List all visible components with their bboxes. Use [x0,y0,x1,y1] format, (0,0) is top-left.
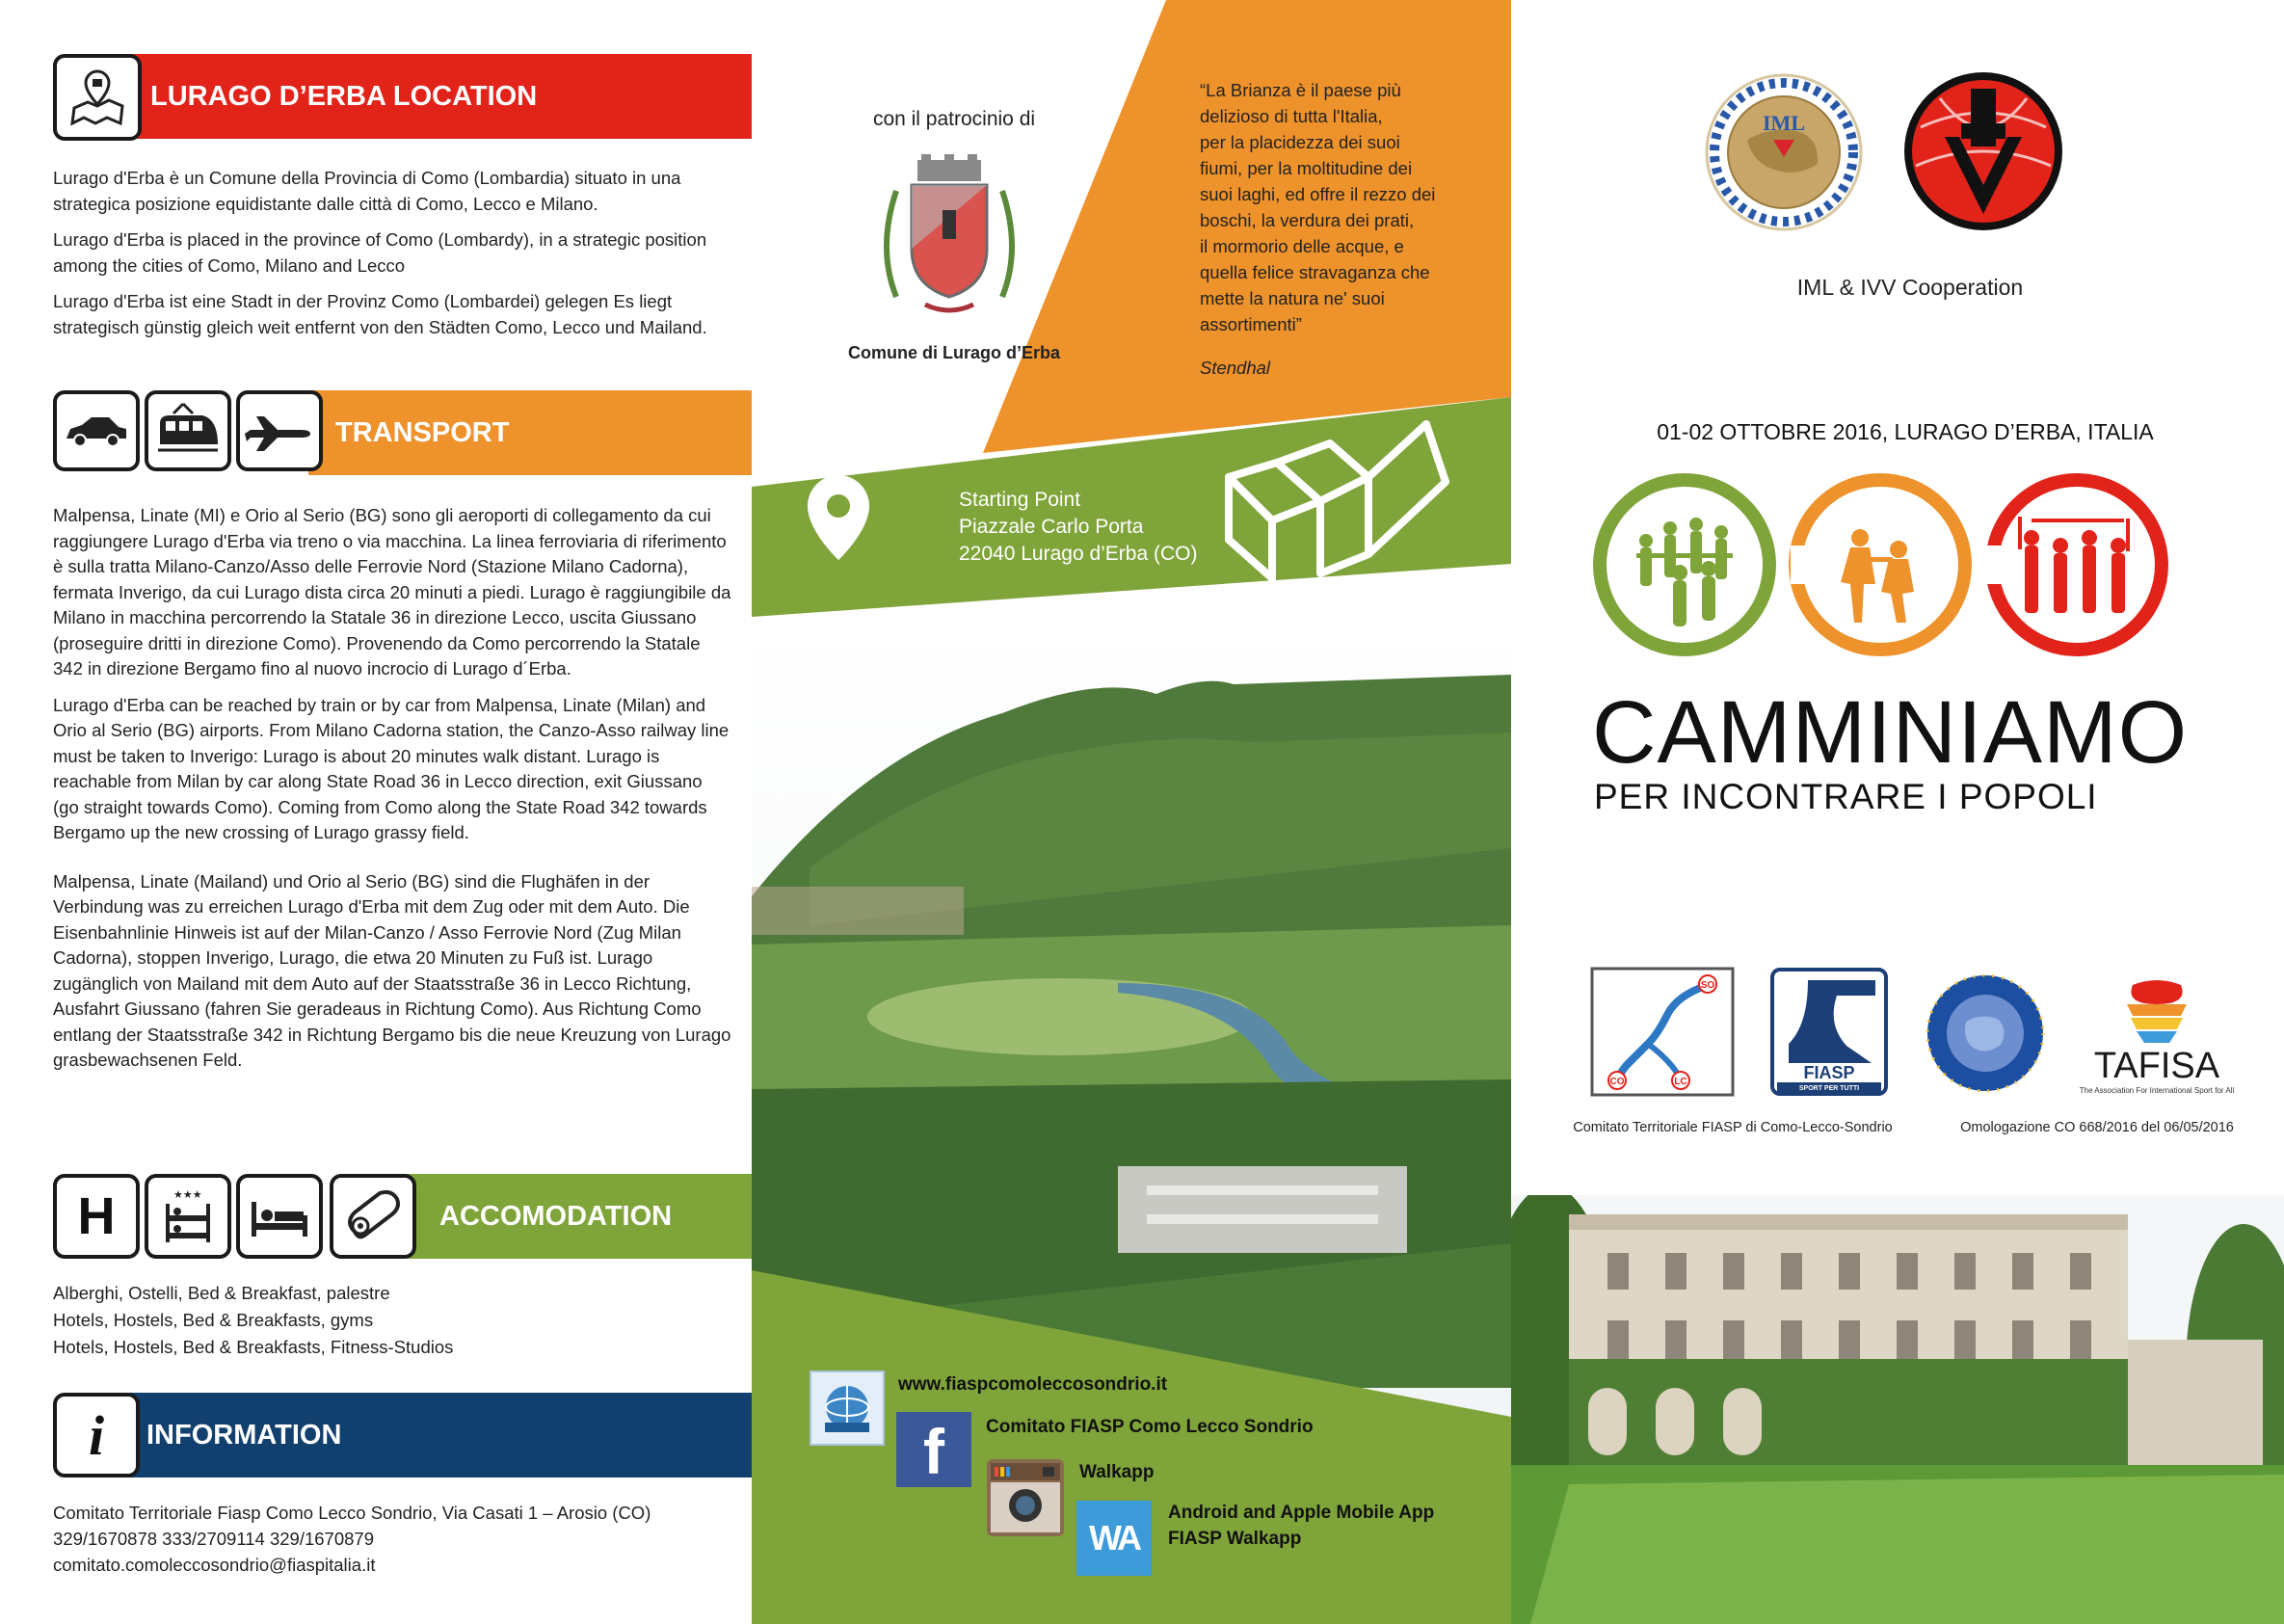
transport-header-bar [308,390,752,475]
facebook-link[interactable]: Comitato FIASP Como Lecco Sondrio [986,1417,1314,1437]
website-link[interactable]: www.fiaspcomoleccosondrio.it [898,1374,1168,1395]
transport-paragraph-it: Malpensa, Linate (MI) e Orio al Serio (BG) sono gli aeroporti di collegamento da cui raggiungere Lurago d'Erba via treno o via macchina. La linea ferroviaria di riferimento è sulla tratta Milano-Canzo/Asso delle Ferrovie Nord (Stazione Milano Cadorna), fermata Inverigo, da cui Lurago dista circa 20 minuti a piedi. Lurago è raggiungibile da Milano in macchina percorrendo la Statale 36 in direzione Lecco, uscita Giussano (proseguire dritti in direzione Como). Provenendo da Como percorrendo la Statale 342 in direzione Bergamo fino al nuovo incrocio di Lurago d´Erba. [53,505,731,679]
location-header-bar [116,54,752,139]
dancing-people-orange-icon [1841,529,1914,623]
transport-paragraph-en: Lurago d'Erba can be reached by train or by car from Malpensa, Linate (Milan) and Orio al Serio (BG) airports. From Milano Cadorna station, the Canzo-Asso railway line must be taken to Inverigo: Lurago is about 20 minutes walk distant. Lurago is reachable from Milan by car along State Road 36 in Lecco direction, exit Giussano (go straight towards Como). Coming from Como along the State Road 342 towards Bergamo up the new crossing of Lurago grassy field. [53,694,730,842]
location-map-icon [53,54,142,141]
gym-mat-icon [330,1174,416,1259]
location-paragraph-de: Lurago d'Erba ist eine Stadt in der Provinz Como (Lombardei) gelegen Es liegt strategisch günstig gleich weit entfernt von den Städten Como, Lecco und Mailand. [53,291,707,337]
facebook-icon: f [896,1412,971,1487]
svg-text:★★★: ★★★ [173,1189,202,1201]
quote-line: suoi laghi, ed offre il rezzo dei [1200,184,1436,204]
accomodation-text [53,1280,728,1361]
comune-label: Comune di Lurago d’Erba [847,343,1060,362]
accomodation-header-bar [405,1174,752,1259]
airplane-icon [236,390,323,471]
walkapp-link[interactable] [1168,1500,1434,1552]
walkapp-icon-text: WA [1089,1518,1139,1557]
map-label-so: SO [1700,980,1715,991]
iml-logo-icon [1704,72,1864,232]
website-globe-icon [810,1371,885,1446]
quote-line: quella felice stravaganza che [1200,262,1430,282]
cooperation-label: IML & IVV Cooperation [1796,275,2024,300]
quote-author: Stendhal [1200,358,1271,378]
accomodation-line-en: Hotels, Hostels, Bed & Breakfasts, gyms [53,1310,374,1330]
starting-point-place: Piazzale Carlo Porta [959,516,1144,538]
patronage-label: con il patrocinio di [872,108,1036,130]
info-icon-letter: i [88,1403,105,1467]
como-lecco-sondrio-map-logo [1590,967,1735,1097]
car-icon [53,390,140,471]
information-address: Comitato Territoriale Fiasp Como Lecco Sondrio, Via Casati 1 – Arosio (CO) [53,1503,651,1523]
accomodation-title: ACCOMODATION [439,1200,673,1232]
accomodation-line-de: Hotels, Hostels, Bed & Breakfasts, Fitness-Studios [53,1337,454,1357]
accomodation-line-it: Alberghi, Ostelli, Bed & Breakfast, palestre [53,1283,390,1303]
hotel-h-letter: H [77,1187,116,1245]
stendhal-quote [1200,77,1499,381]
event-circles-logo [1588,468,2205,661]
hotel-h-icon [53,1174,140,1259]
information-title: INFORMATION [146,1419,342,1451]
bed-icon [236,1174,323,1259]
quote-line: fiumi, per la moltitudine dei [1200,158,1413,178]
walkapp-line1: Android and Apple Mobile App [1168,1503,1435,1523]
dancing-people-green-icon [1636,518,1733,626]
event-date: 01-02 OTTOBRE 2016, LURAGO D’ERBA, ITALIA [1657,419,2154,444]
walkapp-icon [1076,1501,1152,1576]
transport-title: TRANSPORT [335,416,510,448]
villa-photo [1511,1195,2284,1624]
quote-line: delizioso di tutta l'Italia, [1200,106,1383,126]
caption-committee: Comitato Territoriale FIASP di Como-Lecco-Sondrio [1573,1120,1893,1135]
transport-paragraph-de: Malpensa, Linate (Mailand) und Orio al Serio (BG) sind die Flughäfen in der Verbindung was zu erreichen Lurago d'Erba mit dem Zug oder mit dem Auto. Die Eisenbahnlinie Hinweis ist auf der Milan-Canzo / Asso Ferrovie Nord (Zug Milan Cadorna), stoppen Inverigo, Lurago, die etwa 20 Minuten zu Fuß ist. Lurago zugänglich von Mailand mit dem Auto auf der Staatsstraße 36 in Lecco Richtung, Ausfahrt Giussano (fahren Sie geradeaus in Richtung Como). Aus Richtung Como entlang der Staatsstraße 342 in Richtung Bergamo bis die neue Kreuzung von Lurago grasbewachsenen Feld. [53,870,731,1070]
train-icon [145,390,231,471]
quote-line: il mormorio delle acque, e [1200,236,1404,256]
event-title: CAMMINIAMO [1592,683,2189,782]
iml-logo-text: IML [1763,111,1805,135]
caption-homologation: Omologazione CO 668/2016 del 06/05/2016 [1960,1120,2234,1135]
starting-point-title: Starting Point [959,489,1081,511]
quote-line: assortimenti” [1200,314,1302,334]
dancing-people-red-icon [2018,517,2130,613]
information-text [53,1500,747,1578]
event-subtitle: PER INCONTRARE I POPOLI [1594,777,2098,816]
fiasp-logo [1769,967,1889,1097]
instagram-icon [987,1459,1064,1536]
information-phones: 329/1670878 333/2709114 329/1670879 [53,1529,374,1549]
middle-panel [752,0,1511,1624]
information-header-bar [116,1393,752,1478]
quote-line: boschi, la verdura dei prati, [1200,210,1415,230]
tafisa-logo [2065,975,2248,1101]
quote-line: mette la natura ne' suoi [1200,288,1385,308]
tafisa-logo-text: TAFISA [2093,1046,2220,1086]
location-paragraph-en: Lurago d'Erba is placed in the province of Como (Lombardy), in a strategic position among the cities of Como, Milano and Lecco [53,229,707,276]
instagram-link[interactable]: Walkapp [1079,1462,1155,1482]
quote-line: “La Brianza è il paese più [1200,80,1401,100]
fiasp-logo-text: FIASP [1803,1063,1855,1082]
starting-point [959,487,1248,568]
transport-text [53,503,732,1084]
comune-coat-of-arms-icon [867,152,1031,321]
info-icon [53,1393,140,1478]
quote-line: per la placidezza dei suoi [1200,132,1400,152]
location-text [53,166,728,351]
bunk-bed-icon [145,1174,231,1259]
ivv-logo-icon [1901,69,2065,233]
fiasp-logo-subtext: SPORT PER TUTTI [1798,1085,1860,1092]
european-walking-logo [1925,973,2045,1093]
location-title: LURAGO D’ERBA LOCATION [150,80,538,112]
map-label-lc: LC [1674,1077,1687,1087]
walkapp-line2: FIASP Walkapp [1168,1529,1302,1549]
map-label-co: CO [1609,1077,1625,1087]
information-email[interactable]: comitato.comoleccosondrio@fiaspitalia.it [53,1555,376,1575]
right-panel [1511,0,2284,1624]
tafisa-logo-subtext: The Association For International Sport for All [2079,1086,2235,1095]
location-paragraph-it: Lurago d'Erba è un Comune della Provincia di Como (Lombardia) situato in una strategica posizione equidistante dalle città di Como, Lecco e Milano. [53,168,681,214]
starting-point-city: 22040 Lurago d’Erba (CO) [959,543,1198,565]
